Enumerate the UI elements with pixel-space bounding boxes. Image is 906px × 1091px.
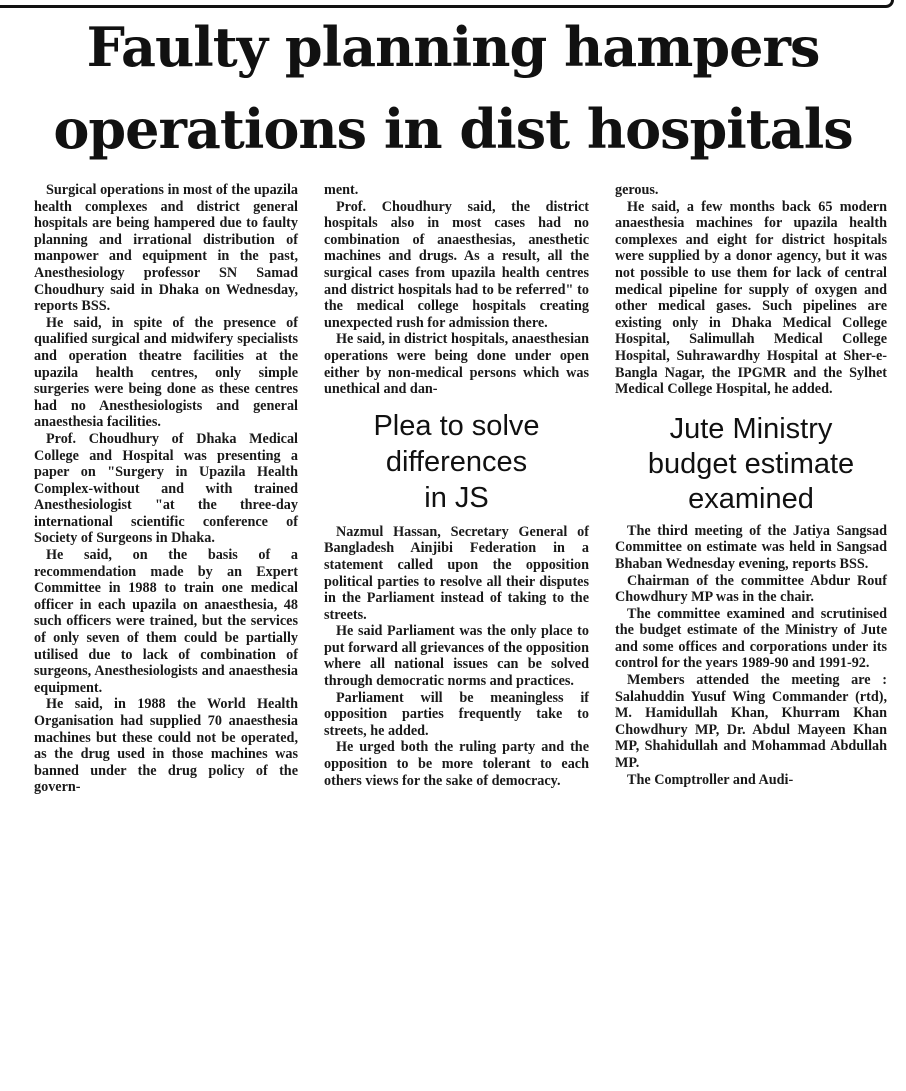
article-column-2 — [324, 182, 589, 789]
article-paragraph: The third meeting of the Jatiya Sangsad Committee on estimate was held in Sangsad Bhaban Wednesday evening, reports BSS. — [615, 522, 887, 572]
article-paragraph: He urged both the ruling party and the opposition to be more tolerant to each others views for the sake of democracy. — [324, 739, 589, 789]
article-column-3 — [615, 182, 887, 788]
headline-line-2: operations in dist hospitals — [53, 97, 853, 161]
article-paragraph: Parliament will be meaningless if opposition parties frequently take to streets, he added. — [324, 689, 589, 739]
subheadline-line: differences — [385, 445, 528, 478]
subheadline-line: Plea to solve — [373, 409, 540, 442]
article-paragraph: He said, in 1988 the World Health Organisation had supplied 70 anaesthesia machines but these could not be operated, as the drug used in those machines was banned under the drug policy of the govern- — [34, 696, 298, 796]
top-frame-border — [0, 0, 894, 8]
article-column-1 — [34, 182, 298, 796]
subheadline-line: examined — [688, 482, 814, 515]
article-paragraph: He said Parliament was the only place to put forward all grievances of the opposition where all national issues can be solved through democratic norms and practices. — [324, 623, 589, 690]
subheadline-plea — [324, 398, 589, 524]
subheadline-jute — [615, 398, 887, 523]
article-paragraph: The Comptroller and Audi- — [627, 771, 794, 788]
article-paragraph: Surgical operations in most of the upazila health complexes and district general hospitals are being hampered due to faulty planning and irrational distribution of manpower and equipment in the past, Anesthesiology professor SN Samad Choudhury said in Dhaka on Wednesday, reports BSS. — [34, 182, 298, 315]
article-paragraph: Members attended the meeting are : Salahuddin Yusuf Wing Commander (rtd), M. Hamidullah Khan, Khurram Khan Chowdhury MP, Dr. Abdul Mayeen Khan MP, Shahidullah and Mohammad Abdullah MP. — [615, 672, 887, 772]
article-paragraph: gerous. — [615, 182, 659, 198]
subheadline-line: in JS — [424, 481, 489, 514]
article-paragraph: He said, on the basis of a recommendation made by an Expert Committee in 1988 to train one medical officer in each upazila on anaesthesia, 48 such officers were trained, but the services of only seven of them could be partially utilised due to lack of combination of surgeons, Anesthesiologists and anaesthesia equipment. — [34, 547, 298, 696]
article-paragraph: ment. — [324, 182, 359, 198]
article-paragraph: Prof. Choudhury of Dhaka Medical College and Hospital was presenting a paper on "Surgery in Upazila Health Complex-without and with trained Anesthesiologist "at the three-day international scientific conference of Society of Surgeons in Dhaka. — [34, 430, 298, 547]
article-paragraph: The committee examined and scrutinised the budget estimate of the Ministry of Jute and some offices and corporations under its control for the years 1989-90 and 1991-92. — [615, 605, 887, 672]
article-paragraph: He said, a few months back 65 modern anaesthesia machines for upazila health complexes and eight for district hospitals were supplied by a donor agency, but it was not possible to use them for lack of central medical pipeline for supply of oxygen and other medical gases. Such pipelines are existing only in Dhaka Medical College Hospital, Salimullah Medical College Hospital, Suhrawardhy Hospital at Sher-e-Bangla Nagar, the IPGMR and the Sylhet Medical College Hospital, he added. — [615, 198, 887, 398]
subheadline-line: Jute Ministry — [669, 412, 833, 445]
subheadline-line: budget estimate — [647, 447, 855, 480]
article-paragraph: He said, in district hospitals, anaesthesian operations were being done under open either by non-medical persons which was unethical and dan- — [324, 331, 589, 398]
headline-line-1: Faulty planning hampers — [86, 15, 820, 79]
article-paragraph: Prof. Choudhury said, the district hospitals also in most cases had no combination of anaesthesias, anesthetic machines and drugs. As a result, all the surgical cases from upazila health centres and district hospitals had to be referred" to the medical college hospitals creating unexpected rush for admission there. — [324, 198, 589, 331]
article-paragraph: He said, in spite of the presence of qualified surgical and midwifery specialists and operation theatre facilities at the upazila health centres, only simple surgeries were being done as these centres had no Anesthesiologists and general anaesthesia facilities. — [34, 314, 298, 431]
article-paragraph: Nazmul Hassan, Secretary General of Bangladesh Ainjibi Federation in a statement called upon the opposition political parties to resolve all their disputes in the Parliament instead of taking to the streets. — [324, 523, 589, 623]
article-paragraph: Chairman of the committee Abdur Rouf Chowdhury MP was in the chair. — [615, 572, 887, 606]
